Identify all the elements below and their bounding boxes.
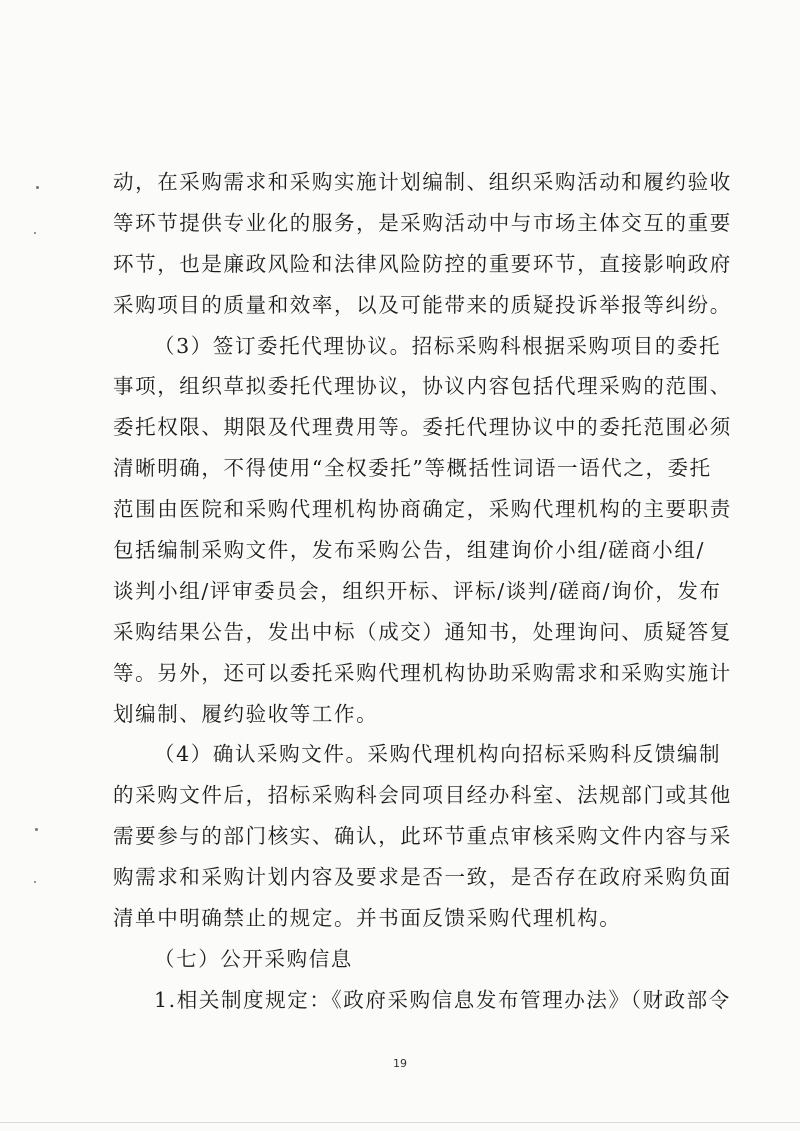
section-heading: （七）公开采购信息: [154, 946, 353, 971]
text-line: 1.相关制度规定：《政府采购信息发布管理办法》（财政部令: [154, 987, 731, 1012]
text-line: 购需求和采购计划内容及要求是否一致，是否存在政府采购负面: [113, 865, 732, 890]
body-text: [113, 162, 732, 1021]
text-line: 等。另外，还可以委托采购代理机构协助采购需求和采购实施计: [113, 660, 732, 685]
text-line: 采购项目的质量和效率，以及可能带来的质疑投诉举报等纠纷。: [113, 292, 732, 317]
text-line: 清单中明确禁止的规定。并书面反馈采购代理机构。: [113, 906, 622, 931]
text-line: 谈判小组/评审委员会，组织开标、评标/谈判/磋商/询价，发布: [113, 578, 722, 603]
text-line: 等环节提供专业化的服务，是采购活动中与市场主体交互的重要: [113, 210, 732, 235]
scan-speck: [36, 186, 39, 189]
text-line: （3）签订委托代理协议。招标采购科根据采购项目的委托: [154, 333, 722, 358]
scan-edge-line: [0, 1122, 800, 1123]
text-line: 事项，组织草拟委托代理协议，协议内容包括代理采购的范围、: [113, 374, 732, 399]
text-line: 需要参与的部门核实、确认，此环节重点审核采购文件内容与采: [113, 824, 732, 849]
text-line: 环节，也是廉政风险和法律风险防控的重要环节，直接影响政府: [113, 251, 732, 276]
text-line: 动，在采购需求和采购实施计划编制、组织采购活动和履约验收: [113, 170, 732, 194]
text-line: 清晰明确，不得使用“全权委托”等概括性词语一语代之，委托: [113, 456, 712, 481]
text-line: 包括编制采购文件，发布采购公告，组建询价小组/磋商小组/: [113, 538, 705, 563]
scan-speck: [35, 828, 38, 831]
scan-speck: [34, 881, 36, 883]
text-line: 采购结果公告，发出中标（成交）通知书，处理询问、质疑答复: [113, 619, 732, 644]
scan-speck: [34, 232, 36, 234]
page-number: 19: [393, 1057, 407, 1070]
text-line: 的采购文件后，招标采购科会同项目经办科室、法规部门或其他: [113, 783, 732, 808]
text-line: 划编制、履约验收等工作。: [113, 701, 379, 726]
text-line: 委托权限、期限及代理费用等。委托代理协议中的委托范围必须: [113, 415, 732, 440]
text-line: 范围由医院和采购代理机构协商确定，采购代理机构的主要职责: [113, 497, 732, 522]
text-line: （4）确认采购文件。采购代理机构向招标采购科反馈编制: [154, 742, 722, 767]
